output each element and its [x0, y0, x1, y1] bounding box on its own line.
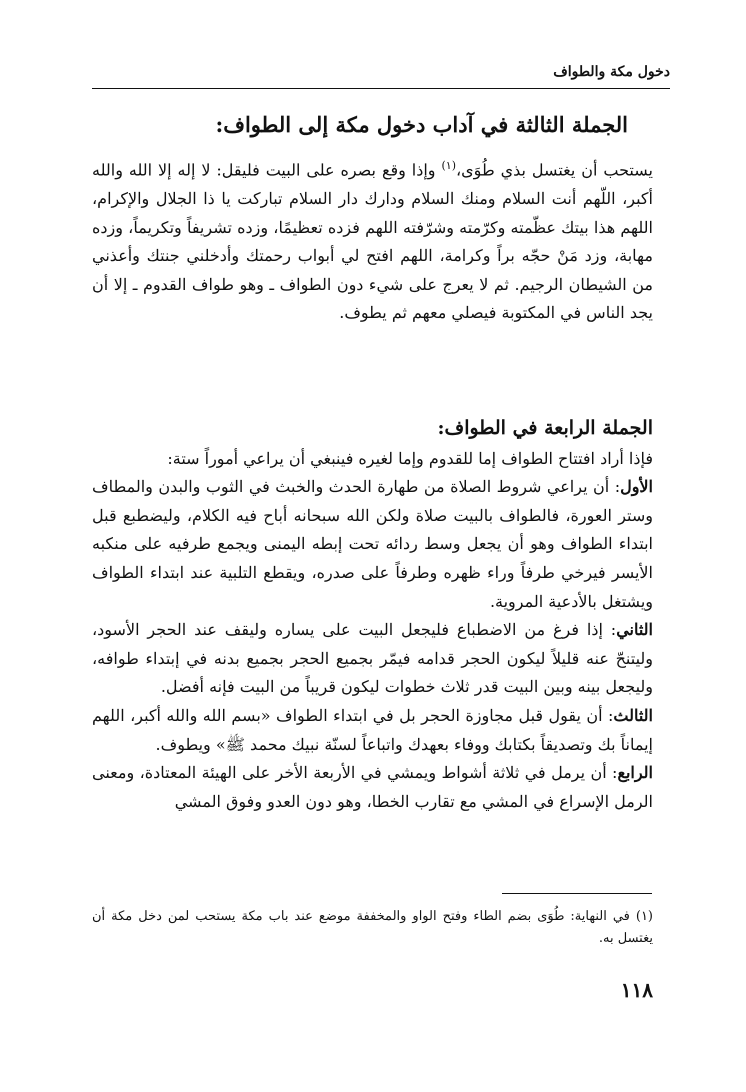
- item-term: الأول: [620, 477, 653, 497]
- section-4-intro: فإذا أراد افتتاح الطواف إما للقدوم وإما لغيره فينبغي أن يراعي أموراً ستة:: [167, 448, 653, 468]
- header-rule: [92, 88, 670, 89]
- section-3-text-rest: وإذا وقع بصره على البيت فليقل: لا إله إلا الله والله أكبر، اللّهم أنت السلام ومنك السلام ودارك دار السلام تباركت يا ذا الجلال والإكرام، اللهم هذا بيتك عظّمته وكرّمته وشرّفته اللهم فزده تعظيمًا، وزده تشريفاً وتكريماً، وزده مهابة، وزد مَنْ حجّه براً وكرامة، اللهم افتح لي أبواب رحمتك وأدخلني جنتك وأعذني من الشيطان الرجيم. ثم لا يعرج على شيء دون الطواف ـ وهو طواف القدوم ـ إلا أن يجد الناس في المكتوبة فيصلي معهم ثم يطوف.: [92, 160, 653, 323]
- section-4-body: [92, 410, 653, 816]
- list-item: [92, 616, 653, 702]
- section-3-paragraph: [92, 152, 653, 328]
- item-text: : أن يقول قبل مجاوزة الحجر بل في ابتداء الطواف «بسم الله والله أكبر، اللهم إيماناً بك وتصديقاً بكتابك ووفاء بعهدك واتباعاً لسنّة نبيك محمد ﷺ» ويطوف.: [92, 705, 653, 754]
- item-text: : أن يرمل في ثلاثة أشواط ويمشي في الأربعة الأخر على الهيئة المعتادة، ومعنى الرمل الإسراع في المشي مع تقارب الخطا، وهو دون العدو وفوق المشي: [92, 763, 653, 811]
- item-text: : أن يراعي شروط الصلاة من طهارة الحدث والخبث في الثوب والبدن والمطاف وستر العورة، فالطواف بالبيت صلاة ولكن الله سبحانه أباح فيه الكلام، وليضطبع قبل ابتداء الطواف وهو أن يجعل وسط ردائه تحت إبطه اليمنى ويجمع طرفيه على منكبه الأيسر فيرخي طرفاً وراء ظهره وطرفاً على صدره، ويقطع التلبية عند ابتداء الطواف ويشتغل بالأدعية المروية.: [92, 477, 653, 611]
- page-number: ١١٨: [620, 978, 653, 1002]
- footnote-rule: [502, 893, 652, 894]
- item-term: الثاني: [616, 620, 653, 640]
- item-term: الثالث: [613, 705, 653, 725]
- footnote: [92, 906, 653, 950]
- footnote-text: في النهاية: طُوَى بضم الطاء وفتح الواو والمخففة موضع عند باب مكة يستحب لمن دخل مكة أن يغتسل به.: [92, 909, 653, 946]
- list-item: [92, 759, 653, 816]
- list-item: [92, 702, 653, 759]
- item-term: الرابع: [617, 763, 653, 783]
- footnote-reference[interactable]: (١): [441, 159, 456, 172]
- footnote-marker: (١): [635, 909, 653, 924]
- section-4-title: الجملة الرابعة في الطواف:: [437, 417, 653, 439]
- section-3-title: الجملة الثالثة في آداب دخول مكة إلى الطواف:: [215, 112, 628, 137]
- running-head: دخول مكة والطواف: [553, 64, 670, 80]
- item-text: : إذا فرغ من الاضطباع فليجعل البيت على يساره وليقف عند الحجر الأسود، وليتنحّ عنه قليلاً ليكون الحجر قدامه فيمّر بجميع الحجر بجميع بدنه في إبتداء طوافه، وليجعل بينه وبين البيت قدر ثلاث خطوات ليكون قريباً من البيت فإنه أفضل.: [92, 620, 653, 697]
- section-3-text-start: يستحب أن يغتسل بذي طُوَى،: [455, 160, 653, 180]
- section-3-body: [92, 152, 653, 328]
- list-item: [92, 473, 653, 616]
